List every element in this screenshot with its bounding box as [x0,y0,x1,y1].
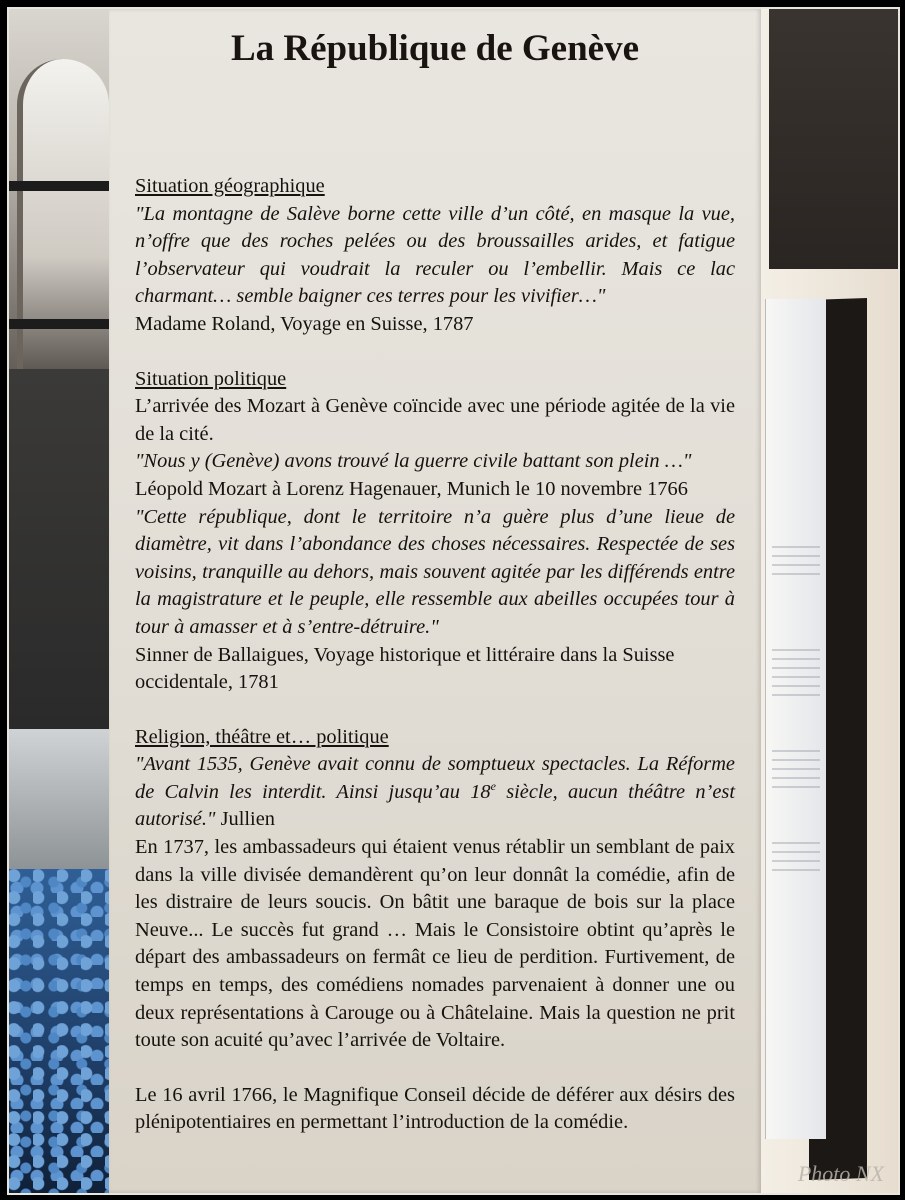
photo-credit: Photo NX [797,1161,884,1186]
section-heading: Situation politique [135,367,287,390]
quote: "Nous y (Genève) avons trouvé la guerre civile battant son plein …" [135,450,692,473]
quote-superscript: e [490,779,496,794]
quote: "Cette république, dont le territoire n’a guère plus d’une lieue de diamètre, vit dans l’abondance des choses nécessaires. Respectée de ses voisins, tranquille au dehors, mais souvent agitée par les différends entre la magistrature et le peuple, elle ressemble aux abeilles occupées tour à tour à amasser et à s’entre-détruire." [135,505,735,638]
cobblestone-floor [9,869,109,1195]
paragraph: En 1737, les ambassadeurs qui étaient venus rétablir un semblant de paix dans la ville divisée demandèrent qu’on leur donnât la comédie, afin de les distraire de leurs soucis. On bâtit une baraque de bois sur la place Neuve... Le succès fut grand … Mais le Consistoire obtint qu’après le départ des ambassadeurs on fermât ce lieu de perdition. Furtivement, de temps en temps, des comédiens nomades parvenaient à donner une ou deux représentations à Carouge ou à Châtelaine. Mais la question ne prit toute son acuité qu’avec l’arrivée de Voltaire. [135,836,735,1052]
panel-title: La République de Genève [230,28,640,69]
quote-source: Sinner de Ballaigues, Voyage historique et littéraire dans la Suisse occidentale, 1781 [135,643,675,694]
quote-source: Léopold Mozart à Lorenz Hagenauer, Munich le 10 novembre 1766 [135,477,688,500]
quote-part: "Avant 1535, Genève avait connu de somptueux spectacles. La Réforme de Calvin les interdit. Ainsi jusqu’au 18 [135,753,735,803]
right-dark-area [769,9,898,269]
exhibit-panel [109,9,761,1193]
side-sign [765,299,826,1139]
paragraph: Le 16 avril 1766, le Magnifique Conseil décide de déférer aux désirs des plénipotentiaires en permettant l’introduction de la comédie. [135,1083,735,1134]
quote-author: Jullien [215,808,275,831]
quote-source: Madame Roland, Voyage en Suisse, 1787 [135,312,474,335]
stone-wall [9,369,109,729]
photo-frame [7,7,900,1195]
quote-part: siècle, aucun théâtre n’est autorisé." [135,780,735,831]
quote [135,751,735,834]
light-area [9,729,109,869]
beam [9,319,109,329]
intro-text: L’arrivée des Mozart à Genève coïncide avec une période agitée de la vie de la cité. [135,395,735,445]
section-heading: Situation géographique [135,175,325,197]
arch-window [17,59,109,389]
beam [9,181,109,191]
quote: "La montagne de Salève borne cette ville d’un côté, en masque la vue, n’offre que des roches pelées ou des broussailles arides, et fatigue l’observateur qui voudrait la reculer ou l’embellir. Mais ce lac charmant… semble baigner ces terres pour les vivifier…" [135,202,735,308]
section-heading: Religion, théâtre et… politique [135,725,389,748]
panel-body [135,173,735,1137]
